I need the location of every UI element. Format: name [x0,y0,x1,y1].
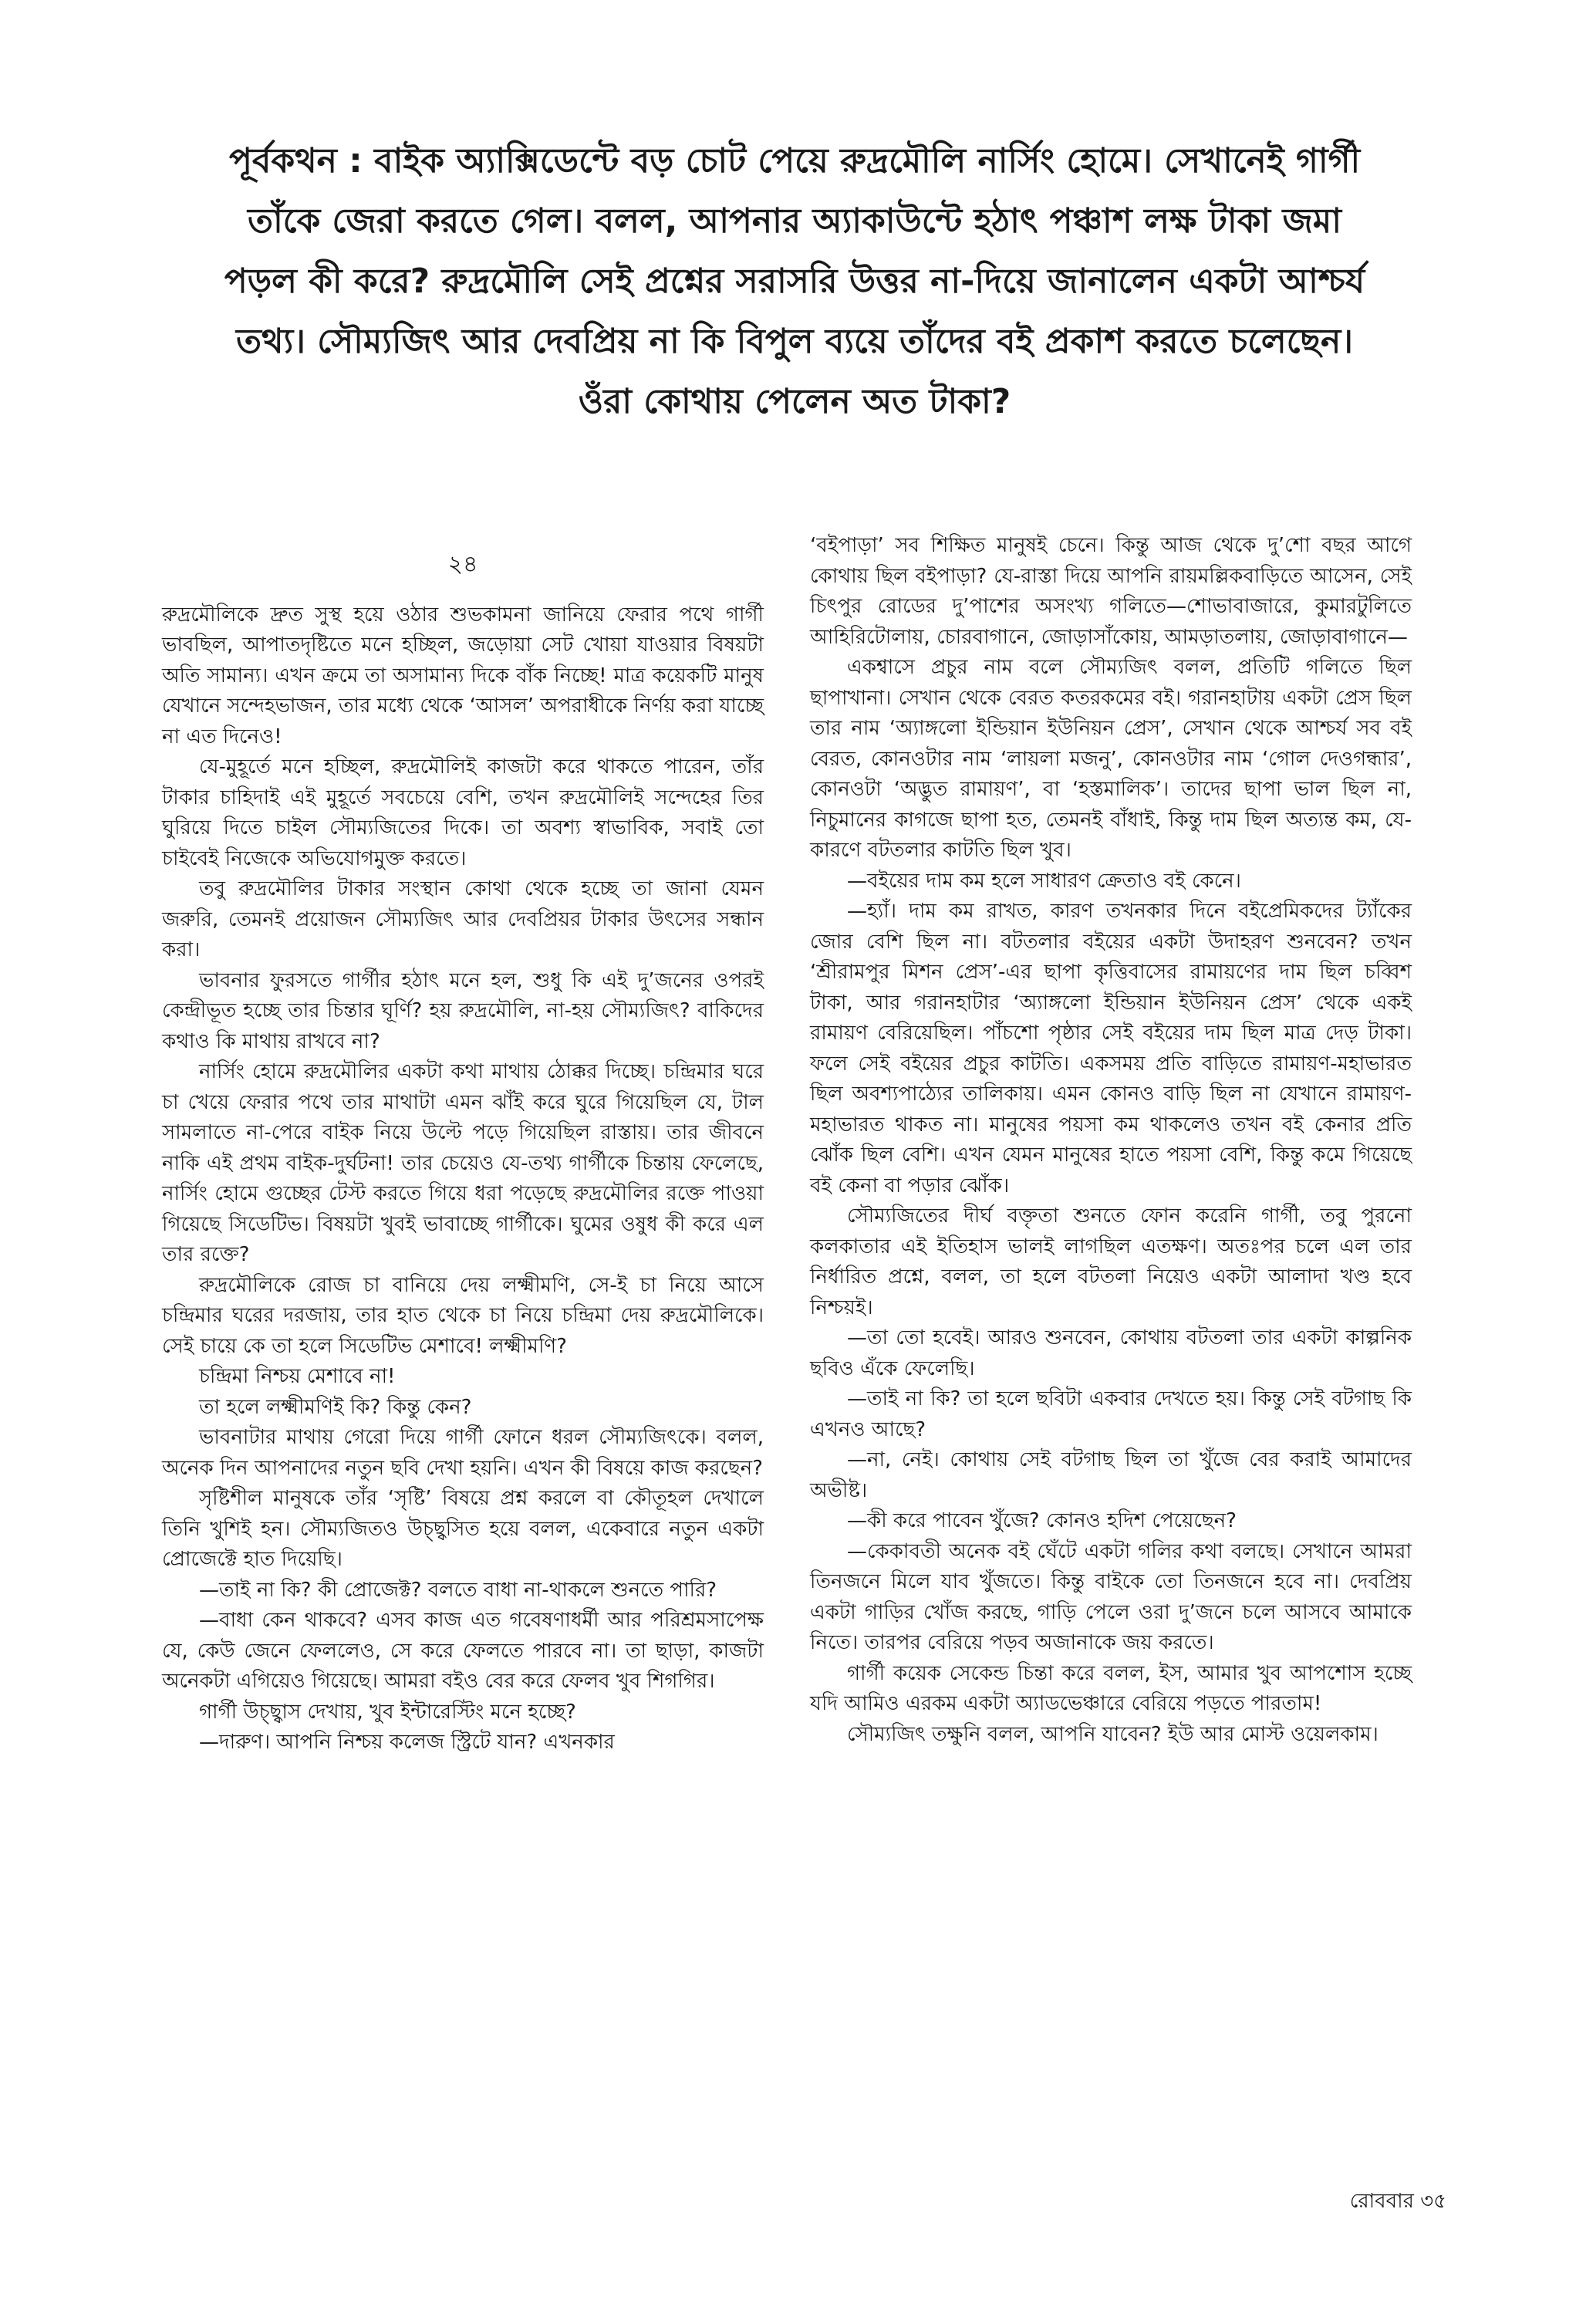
paragraph: ‘বইপাড়া’ সব শিক্ষিত মানুষই চেনে। কিন্তু আজ থেকে দু’শো বছর আগে কোথায় ছিল বইপাড়া? যে-রাস্তা দিয়ে আপনি রায়মল্লিকবাড়িতে আসেন, সেই চিৎপুর রোডের দু’পাশের অসংখ্য গলিতে—শোভাবাজারে, কুমারটুলিতে আহিরিটোলায়, চোরবাগানে, জোড়াসাঁকোয়, আমড়াতলায়, জোড়াবাগানে— [810,534,1412,649]
paragraph: চন্দ্রিমা নিশ্চয় মেশাবে না! [199,1365,396,1388]
page-footer: রোববার ৩৫ [1349,2190,1446,2213]
paragraph: রুদ্রমৌলিকে রোজ চা বানিয়ে দেয় লক্ষ্মীমণি, সে-ই চা নিয়ে আসে চন্দ্রিমার ঘরের দরজায়, তার হাত থেকে চা নিয়ে চন্দ্রিমা দেয় রুদ্রমৌলিকে। সেই চায়ে কে তা হলে সিডেটিভ মেশাবে! লক্ষ্মীমণি? [162,1273,764,1358]
right-column [810,531,1412,1750]
paragraph: সৃষ্টিশীল মানুষকে তাঁর ‘সৃষ্টি’ বিষয়ে প্রশ্ন করলে বা কৌতূহল দেখালে তিনি খুশিই হন। সৌম্যজিতও উচ্ছ্বসিত হয়ে বলল, একেবারে নতুন একটা প্রোজেক্টে হাত দিয়েছি। [162,1487,764,1571]
paragraph: সৌম্যজিৎ তক্ষুনি বলল, আপনি যাবেন? ইউ আর মোস্ট ওয়েলকাম। [847,1722,1379,1746]
recap-text: বাইক অ্যাক্সিডেন্টে বড় চোট পেয়ে রুদ্রমৌলি নার্সিং হোমে। সেখানেই গার্গী তাঁকে জেরা করতে গেল। বলল, আপনার অ্যাকাউন্টে হঠাৎ পঞ্চাশ লক্ষ টাকা জমা পড়ল কী করে? রুদ্রমৌলি সেই প্রশ্নের সরাসরি উত্তর না-দিয়ে জানালেন একটা আশ্চর্য তথ্য। সৌম্যজিৎ আর দেবপ্রিয় না কি বিপুল ব্যয়ে তাঁদের বই প্রকাশ করতে চলেছেন। ওঁরা কোথায় পেলেন অত টাকা? [224,141,1365,421]
paragraph: রুদ্রমৌলিকে দ্রুত সুস্থ হয়ে ওঠার শুভকামনা জানিয়ে ফেরার পথে গার্গী ভাবছিল, আপাতদৃষ্টিতে মনে হচ্ছিল, জড়োয়া সেট খোয়া যাওয়ার বিষয়টা অতি সামান্য। এখন ক্রমে তা অসামান্য দিকে বাঁক নিচ্ছে! মাত্র কয়েকটি মানুষ যেখানে সন্দেহভাজন, তার মধ্যে থেকে ‘আসল’ অপরাধীকে নির্ণয় করা যাচ্ছে না এত দিনেও! [162,603,764,748]
paragraph: —কেকাবতী অনেক বই ঘেঁটে একটা গলির কথা বলছে। সেখানে আমরা তিনজনে মিলে যাব খুঁজতে। কিন্তু বাইকে তো তিনজনে হবে না। দেবপ্রিয় একটা গাড়ির খোঁজ করছে, গাড়ি পেলে ওরা দু’জনে চলে আসবে আমাকে নিতে। তারপর বেরিয়ে পড়ব অজানাকে জয় করতে। [810,1539,1412,1654]
paragraph: —তা তো হবেই। আরও শুনবেন, কোথায় বটতলা তার একটা কাল্পনিক ছবিও এঁকে ফেলেছি। [810,1326,1412,1380]
paragraph: —বইয়ের দাম কম হলে সাধারণ ক্রেতাও বই কেনে। [847,869,1241,893]
paragraph: —বাধা কেন থাকবে? এসব কাজ এত গবেষণাধর্মী আর পরিশ্রমসাপেক্ষ যে, কেউ জেনে ফেললেও, সে করে ফেলতে পারবে না। তা ছাড়া, কাজটা অনেকটা এগিয়েও গিয়েছে। আমরা বইও বের করে ফেলব খুব শিগগির। [162,1609,764,1693]
paragraph: গার্গী কয়েক সেকেন্ড চিন্তা করে বলল, ইস, আমার খুব আপশোস হচ্ছে যদি আমিও এরকম একটা অ্যাডভেঞ্চারে বেরিয়ে পড়তে পারতাম! [810,1661,1412,1715]
paragraph: তবু রুদ্রমৌলির টাকার সংস্থান কোথা থেকে হচ্ছে তা জানা যেমন জরুরি, তেমনই প্রয়োজন সৌম্যজিৎ আর দেবপ্রিয়র টাকার উৎসের সন্ধান করা। [162,877,764,961]
paragraph: গার্গী উচ্ছ্বাস দেখায়, খুব ইন্টারেস্টিং মনে হচ্ছে? [199,1700,576,1724]
recap-label: পূর্বকথন : [228,141,363,181]
story-recap [208,131,1381,432]
paragraph: নার্সিং হোমে রুদ্রমৌলির একটা কথা মাথায় ঠোক্কর দিচ্ছে। চন্দ্রিমার ঘরে চা খেয়ে ফেরার পথে তার মাথাটা এমন ঝাঁই করে ঘুরে গিয়েছিল যে, টাল সামলাতে না-পেরে বাইক নিয়ে উল্টে পড়ে গিয়েছিল রাস্তায়। তার জীবনে নাকি এই প্রথম বাইক-দুর্ঘটনা! তার চেয়েও যে-তথ্য গার্গীকে চিন্তায় ফেলেছে, নার্সিং হোমে গুচ্ছের টেস্ট করতে গিয়ে ধরা পড়েছে রুদ্রমৌলির রক্তে পাওয়া গিয়েছে সিডেটিভ। বিষয়টা খুবই ভাবাচ্ছে গার্গীকে। ঘুমের ওষুধ কী করে এল তার রক্তে? [162,1060,764,1266]
paragraph: —না, নেই। কোথায় সেই বটগাছ ছিল তা খুঁজে বের করাই আমাদের অভীষ্ট। [810,1448,1412,1502]
paragraph: একশ্বাসে প্রচুর নাম বলে সৌম্যজিৎ বলল, প্রতিটি গলিতে ছিল ছাপাখানা। সেখান থেকে বেরত কতরকমের বই। গরানহাটায় একটা প্রেস ছিল তার নাম ‘অ্যাঙ্গলো ইন্ডিয়ান ইউনিয়ন প্রেস’, সেখান থেকে আশ্চর্য সব বই বেরত, কোনওটার নাম ‘লায়লা মজনু’, কোনওটার নাম ‘গোল দেওগন্ধার’, কোনওটা ‘অদ্ভুত রামায়ণ’, বা ‘হস্তমালিক’। তাদের ছাপা ভাল ছিল না, নিচুমানের কাগজে ছাপা হত, তেমনই বাঁধাই, কিন্তু দাম ছিল অত্যন্ত কম, যে-কারণে বটতলার কাটতি ছিল খুব। [810,656,1412,862]
left-column [162,531,764,1758]
paragraph: ভাবনার ফুরসতে গার্গীর হঠাৎ মনে হল, শুধু কি এই দু’জনের ওপরই কেন্দ্রীভূত হচ্ছে তার চিন্তার ঘূর্ণি? হয় রুদ্রমৌলি, না-হয় সৌম্যজিৎ? বাকিদের কথাও কি মাথায় রাখবে না? [162,968,764,1053]
paragraph: ভাবনাটার মাথায় গেরো দিয়ে গার্গী ফোনে ধরল সৌম্যজিৎকে। বলল, অনেক দিন আপনাদের নতুন ছবি দেখা হয়নি। এখন কী বিষয়ে কাজ করছেন? [162,1426,764,1480]
paragraph: সৌম্যজিতের দীর্ঘ বক্তৃতা শুনতে ফোন করেনি গার্গী, তবু পুরনো কলকাতার এই ইতিহাস ভালই লাগছিল এতক্ষণ। অতঃপর চলে এল তার নির্ধারিত প্রশ্নে, বলল, তা হলে বটতলা নিয়েও একটা আলাদা খণ্ড হবে নিশ্চয়ই। [810,1204,1412,1319]
paragraph: তা হলে লক্ষ্মীমণিই কি? কিন্তু কেন? [199,1395,472,1419]
paragraph: —হ্যাঁ। দাম কম রাখত, কারণ তখনকার দিনে বইপ্রেমিকদের ট্যাঁকের জোর বেশি ছিল না। বটতলার বইয়ের একটা উদাহরণ শুনবেন? তখন ‘শ্রীরামপুর মিশন প্রেস’-এর ছাপা কৃত্তিবাসের রামায়ণের দাম ছিল চব্বিশ টাকা, আর গরানহাটার ‘অ্যাঙ্গলো ইন্ডিয়ান ইউনিয়ন প্রেস’ থেকে একই রামায়ণ বেরিয়েছিল। পাঁচশো পৃষ্ঠার সেই বইয়ের দাম ছিল মাত্র দেড় টাকা। ফলে সেই বইয়ের প্রচুর কাটতি। একসময় প্রতি বাড়িতে রামায়ণ-মহাভারত ছিল অবশ্যপাঠ্যের তালিকায়। এমন কোনও বাড়ি ছিল না যেখানে রামায়ণ-মহাভারত থাকত না। মানুষের পয়সা কম থাকলেও তখন বই কেনার প্রতি ঝোঁক ছিল বেশি। এখন যেমন মানুষের হাতে পয়সা বেশি, কিন্তু কমে গিয়েছে বই কেনা বা পড়ার ঝোঁক। [810,900,1412,1197]
paragraph: যে-মুহূর্তে মনে হচ্ছিল, রুদ্রমৌলিই কাজটা করে থাকতে পারেন, তাঁর টাকার চাহিদাই এই মুহূর্তে সবচেয়ে বেশি, তখন রুদ্রমৌলিই সন্দেহের তির ঘুরিয়ে দিতে চাইল সৌম্যজিতের দিকে। তা অবশ্য স্বাভাবিক, সবাই তো চাইবেই নিজেকে অভিযোগমুক্ত করতে। [162,755,764,870]
paragraph: —তাই না কি? কী প্রোজেক্ট? বলতে বাধা না-থাকলে শুনতে পারি? [199,1578,717,1602]
paragraph: —দারুণ। আপনি নিশ্চয় কলেজ স্ট্রিটে যান? এখনকার [199,1731,615,1754]
paragraph: —কী করে পাবেন খুঁজে? কোনও হদিশ পেয়েছেন? [847,1509,1237,1532]
paragraph: —তাই না কি? তা হলে ছবিটা একবার দেখতে হয়। কিন্তু সেই বটগাছ কি এখনও আছে? [810,1387,1412,1441]
chapter-number: ২৪ [447,551,478,578]
